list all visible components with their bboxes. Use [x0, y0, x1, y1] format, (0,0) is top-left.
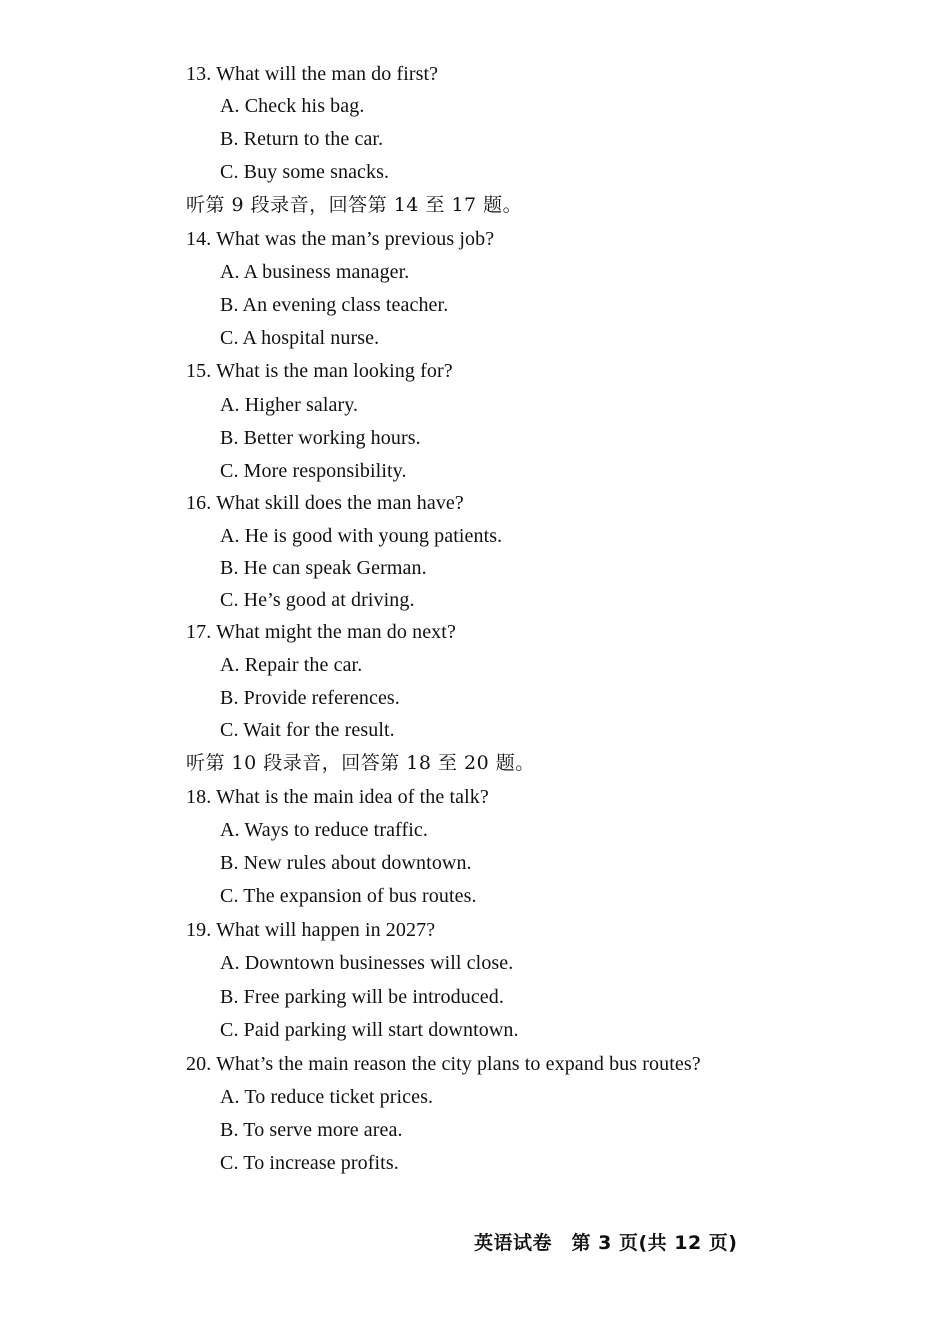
question-15-option-c: C. More responsibility. [220, 460, 407, 482]
question-13-option-a: A. Check his bag. [220, 95, 365, 117]
question-17-option-b: B. Provide references. [220, 687, 400, 709]
question-14-option-a: A. A business manager. [220, 261, 410, 283]
question-18-stem: 18. What is the main idea of the talk? [186, 786, 489, 808]
question-19-stem: 19. What will happen in 2027? [186, 919, 436, 941]
question-14-option-c: C. A hospital nurse. [220, 327, 380, 349]
question-19-option-c: C. Paid parking will start downtown. [220, 1019, 519, 1041]
section-heading-10: 听第 10 段录音，回答第 18 至 20 题。 [186, 752, 535, 774]
question-15-option-a: A. Higher salary. [220, 394, 359, 416]
page-footer: 英语试卷 第 3 页(共 12 页) [474, 1232, 738, 1254]
question-16-option-a: A. He is good with young patients. [220, 525, 503, 547]
question-14-stem: 14. What was the man’s previous job? [186, 228, 495, 250]
question-17-stem: 17. What might the man do next? [186, 621, 456, 643]
question-19-option-b: B. Free parking will be introduced. [220, 986, 504, 1008]
question-13-option-b: B. Return to the car. [220, 128, 384, 150]
question-20-option-b: B. To serve more area. [220, 1119, 403, 1141]
question-20-option-c: C. To increase profits. [220, 1152, 399, 1174]
question-14-option-b: B. An evening class teacher. [220, 294, 449, 316]
question-16-stem: 16. What skill does the man have? [186, 492, 464, 514]
question-17-option-a: A. Repair the car. [220, 654, 363, 676]
question-18-option-a: A. Ways to reduce traffic. [220, 819, 428, 841]
question-16-option-c: C. He’s good at driving. [220, 589, 415, 611]
question-13-option-c: C. Buy some snacks. [220, 161, 390, 183]
question-17-option-c: C. Wait for the result. [220, 719, 395, 741]
section-heading-9: 听第 9 段录音，回答第 14 至 17 题。 [186, 194, 523, 216]
question-18-option-b: B. New rules about downtown. [220, 852, 472, 874]
question-15-option-b: B. Better working hours. [220, 427, 421, 449]
question-18-option-c: C. The expansion of bus routes. [220, 885, 477, 907]
question-20-option-a: A. To reduce ticket prices. [220, 1086, 434, 1108]
question-15-stem: 15. What is the man looking for? [186, 360, 453, 382]
question-16-option-b: B. He can speak German. [220, 557, 427, 579]
question-19-option-a: A. Downtown businesses will close. [220, 952, 514, 974]
question-13-stem: 13. What will the man do first? [186, 63, 439, 85]
question-20-stem: 20. What’s the main reason the city plans to expand bus routes? [186, 1053, 701, 1075]
